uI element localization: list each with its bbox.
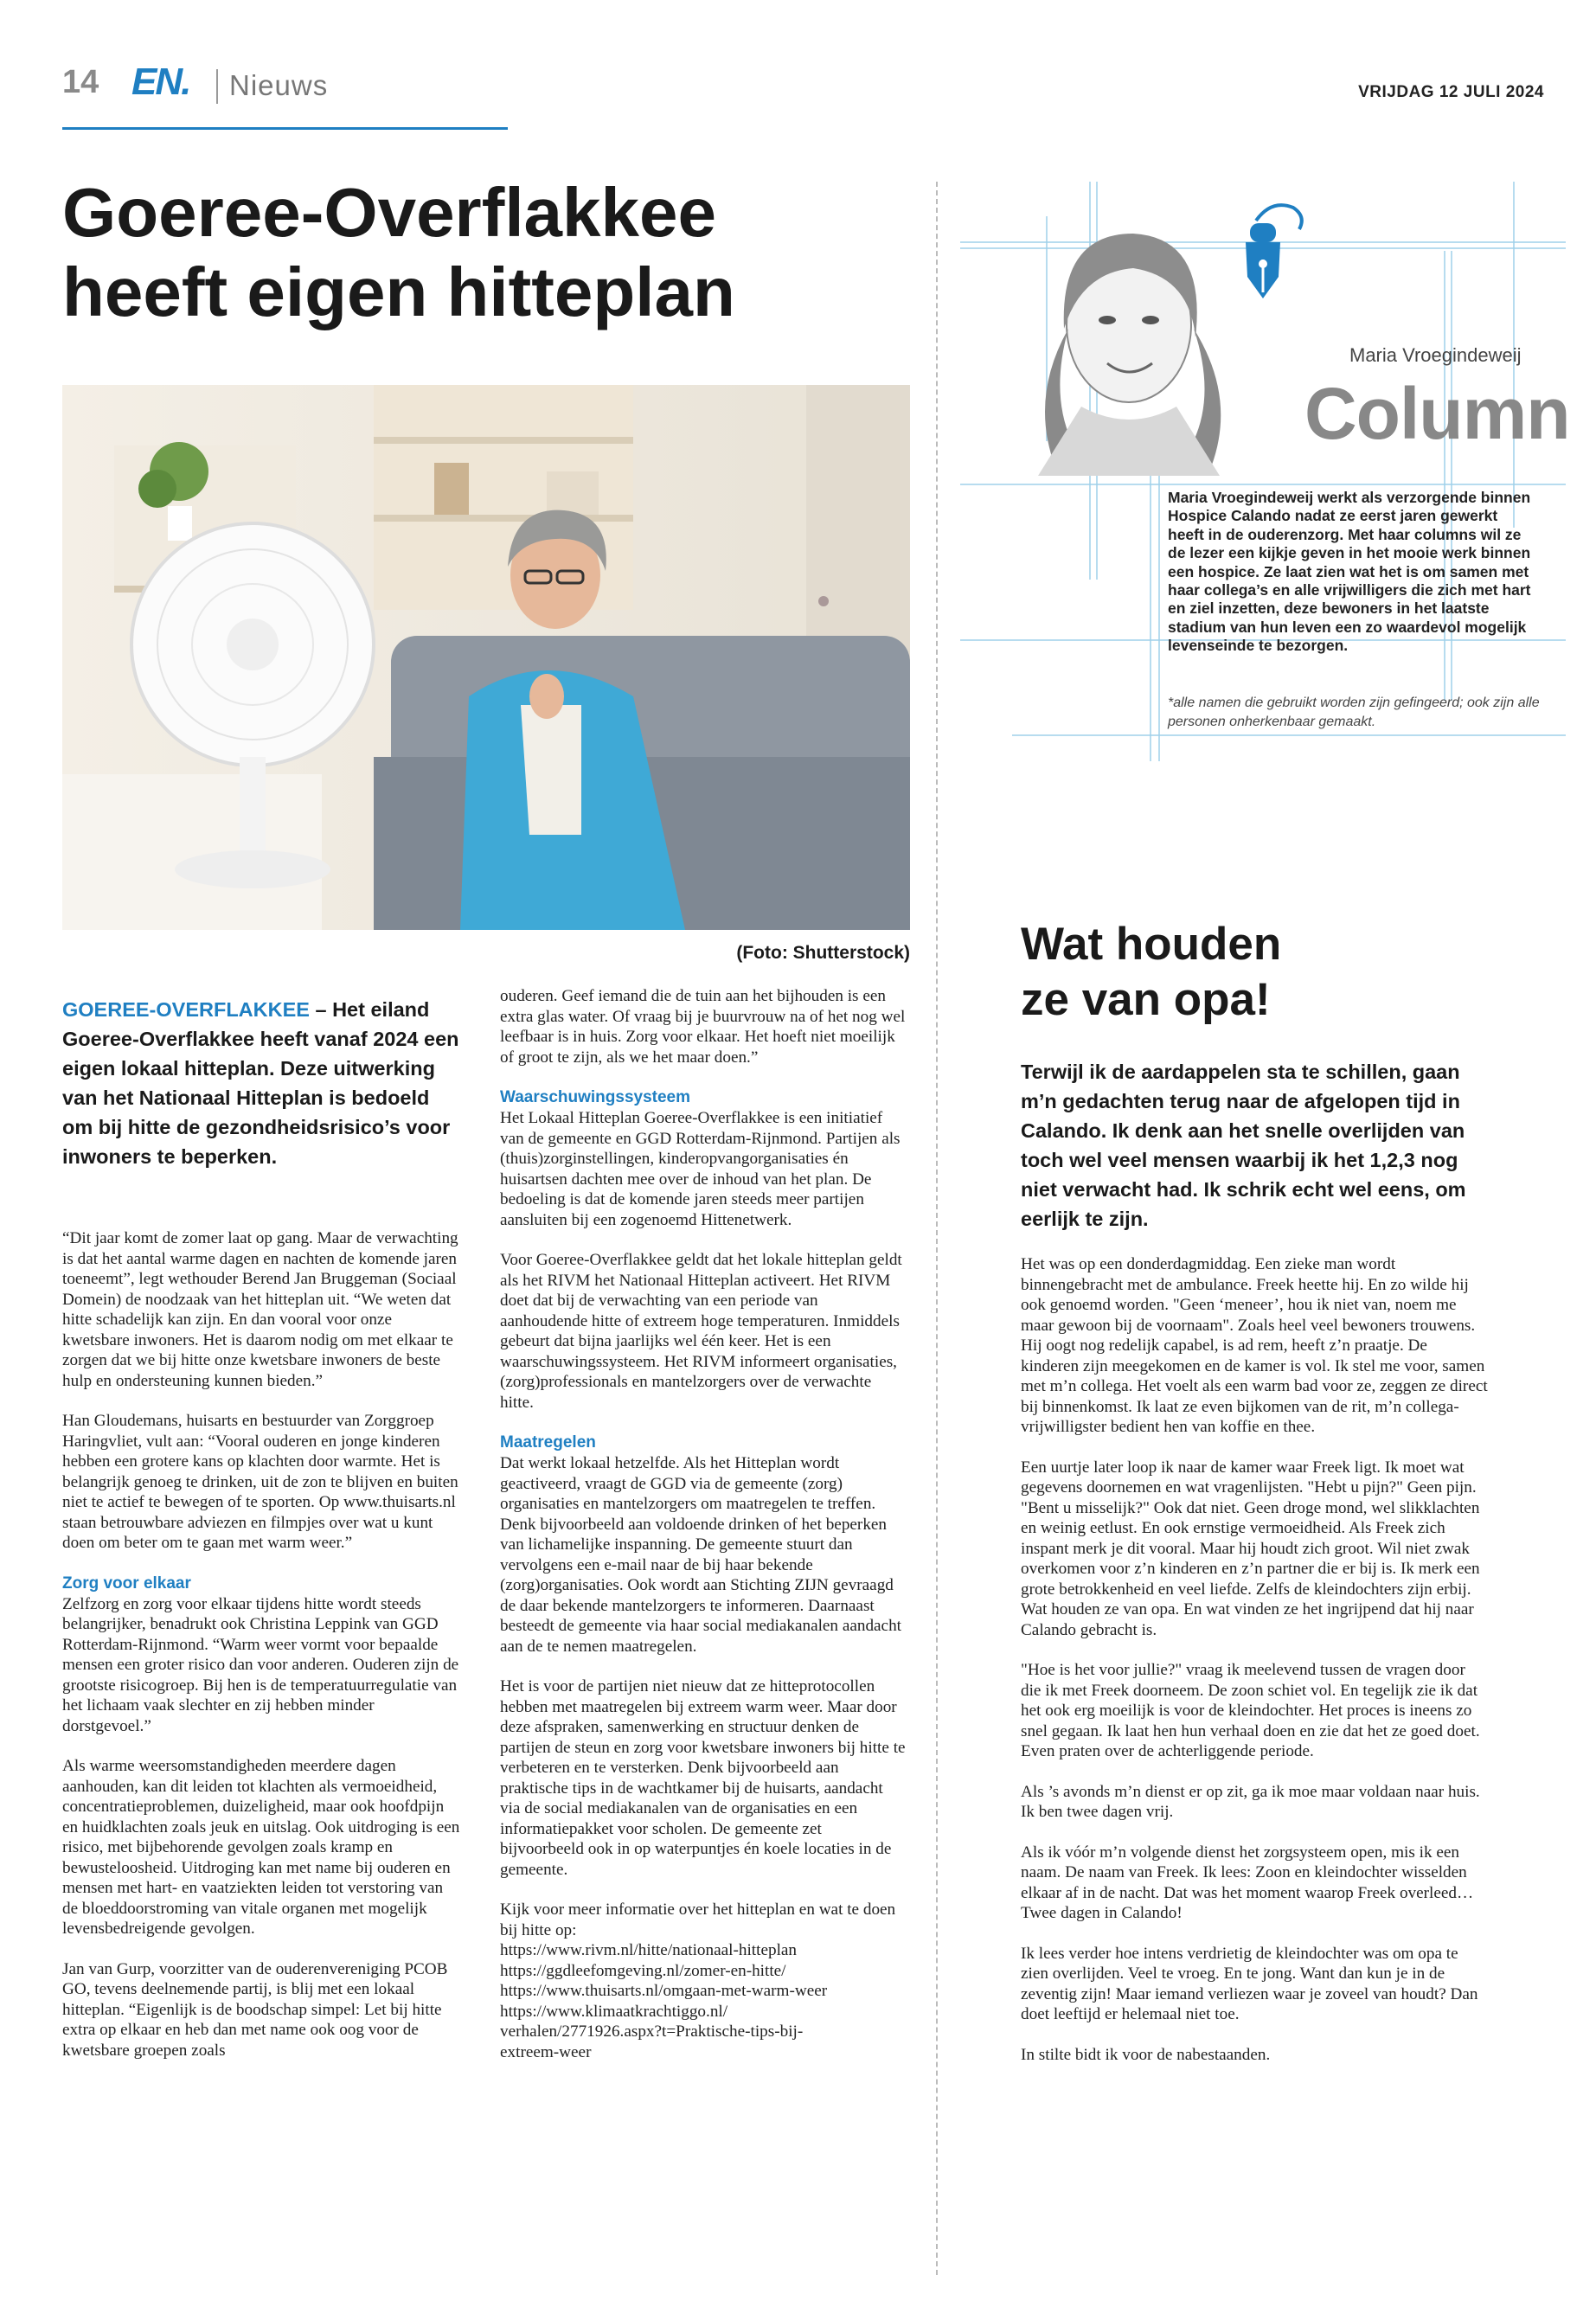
paragraph: “Dit jaar komt de zomer laat op gang. Maar de verwachting is dat het aantal warme dagen en nachten de komende jaren toeneemt”, legt wethouder Berend Jan Bruggeman (Sociaal Domein) de noodzaak van het hitteplan uit. “We weten dat hitte schadelijk kan zijn. En dan vooral voor onze kwetsbare inwoners. Het is daarom nodig om met elkaar te zorgen dat we bij hitte onze kwetsbare inwoners de beste hulp en ondersteuning kunnen bieden.” (62, 1229, 458, 1390)
newspaper-logo: EN. (131, 61, 190, 103)
paragraph: Voor Goeree-Overflakkee geldt dat het lokale hitteplan geldt als het RIVM het Nationaal Hitteplan activeert. Het RIVM doet dat bij de verwachting van een periode van aanhoudende hitte of extreem hoge temperaturen. Inmiddels gebeurt dat bijna jaarlijks wel één keer. Het is een waarschuwingssysteem. Het RIVM informeert organisaties, (zorg)professionals en mantelzorgers over de verwachte hitte. (500, 1251, 902, 1412)
dateline-place: GOEREE-OVERFLAKKEE (62, 998, 310, 1021)
subheading-waarschuwing: Waarschuwingssysteem (500, 1088, 690, 1106)
header-separator (216, 69, 218, 104)
subheading-maatregelen: Maatregelen (500, 1433, 596, 1452)
headline-line-2: heeft eigen hitteplan (62, 253, 735, 330)
page-number: 14 (62, 64, 99, 100)
paragraph: Als ik vóór m’n volgende dienst het zorgsysteem open, mis ik een naam. De naam van Freek. Ik lees: Zoon en kleindochter wisselden elkaar af in de nacht. Dat was het moment waarop Freek overleed…Twee dagen in Calando! (1021, 1843, 1474, 1922)
paragraph: Als warme weersomstandigheden meerdere dagen aanhouden, kan dit leiden tot klachten als vermoeidheid, concentratieproblemen, duizeligheid, maar ook hoofdpijn en huidklachten zoals jeuk en uitslag. Ook uitdroging is een risico, met bijbehorende gevolgen zoals kramp en bewusteloosheid. Uitdroging kan met name bij ouderen en mensen met hart- en vaatziekten leiden tot verstoring van de bloeddoorstroming van vitale organen met mogelijk levensbedreigende gevolgen. (62, 1757, 460, 1938)
photo-illustration (62, 385, 910, 930)
paragraph: Zelfzorg en zorg voor elkaar tijdens hitte wordt steeds belangrijker, benadrukt ook Christina Leppink van GGD Rotterdam-Rijnmond. “Warm weer vormt voor bepaalde mensen een groter risico dan voor anderen. Ouderen zijn de grootste risicogroep. Bij hen is de temperatuurregulatie van het lichaam vaak slechter en zij hebben minder dorstgevoel.” (62, 1594, 459, 1735)
lead-text: – Het eiland Goeree-Overflakkee heeft vanaf 2024 een eigen lokaal hitteplan. Deze uitwerking van het Nationaal Hitteplan is bedoeld om bij hitte de gezondheidsrisico’s voor inwoners te beperken. (62, 998, 459, 1168)
article-lead (62, 995, 460, 1171)
link[interactable]: https://www.thuisarts.nl/omgaan-met-warm-weer (500, 1982, 828, 2000)
column-disclaimer: *alle namen die gebruikt worden zijn gefingeerd; ook zijn alle personen onherkenbaar gemaakt. (1168, 695, 1540, 729)
link[interactable]: https://ggdleefomgeving.nl/zomer-en-hitte/ (500, 1961, 786, 1980)
paragraph: In stilte bidt ik voor de nabestaanden. (1021, 2045, 1271, 2064)
header-rule (62, 127, 508, 130)
article-headline (62, 173, 910, 332)
subheading-zorg: Zorg voor elkaar (62, 1574, 191, 1593)
column-divider (936, 182, 938, 2275)
paragraph: Het was op een donderdagmiddag. Een zieke man wordt binnengebracht met de ambulance. Freek heette hij. En zo wilde hij ook genoemd worden. "Geen ‘meneer’, hou ik niet van, noem me maar gewoon bij de voornaam". Zoals heel veel bewoners trouwens. Hij oogt nog redelijk capabel, is ad rem, heeft z’n praatje. De kinderen zijn meegekomen en de kamer is vol. Ik stel me voor, samen met m’n collega. Het voelt als een warm bad voor ze, zeggen ze direct bij binnenkomst. Ik laat ze even bijkomen van de rit, m’n collega-vrijwilligster bedient hen van koffie en thee. (1021, 1255, 1488, 1436)
link[interactable]: https://www.rivm.nl/hitte/nationaal-hitteplan (500, 1941, 798, 1959)
paragraph: Het is voor de partijen niet nieuw dat ze hitteprotocollen hebben met maatregelen bij extreem warm weer. Maar door deze afspraken, samenwerking en structuur denken de partijen de steun en zorg voor kwetsbare inwoners bij hitte te verbeteren en te versterken. Denk bijvoorbeeld aan praktische tips in de wachtkamer bij de huisarts, aandacht via de social mediakanalen van de organisaties en een informatiepakket voor scholen. De gemeente zet bijvoorbeeld ook in op waterpuntjes én koele locaties in de gemeente. (500, 1677, 906, 1879)
column-author-name: Maria Vroegindeweij (1349, 344, 1522, 366)
links-paragraph (500, 1900, 907, 2062)
paragraph: Ik lees verder hoe intens verdrietig de kleindochter was om opa te zien overlijden. Veel te vroeg. En te jong. Want dan kun je in de zeventig zijn! Maar iemand verliezen waar je zoveel van houdt? Dan doet leeftijd er helemaal niet toe. (1021, 1944, 1478, 2023)
column-headline (1021, 917, 1540, 1028)
link[interactable]: extreem-weer (500, 2042, 592, 2061)
section-name: Nieuws (229, 69, 329, 101)
author-bio: Maria Vroegindeweij werkt als verzorgende binnen Hospice Calando nadat ze eerst jaren gewerkt heeft in de ouderenzorg. Met haar columns wil ze de lezer een kijkje geven in het mooie werk binnen een hospice. Ze laat zien wat het is om samen met haar collega’s en alle vrijwilligers die zich met hart en ziel inzetten, deze bewoners in het laatste stadium van hun leven een zo waardevol mogelijk levenseinde te bezorgen. (1168, 489, 1531, 655)
paragraph: Han Gloudemans, huisarts en bestuurder van Zorggroep Haringvliet, vult aan: “Vooral ouderen en jonge kinderen hebben een grotere kans op klachten door warmte. Het is belangrijk genoeg te drinken, uit de zon te blijven en buiten niet te actief te bewegen of te sporten. Op www.thuisarts.nl staan betrouwbare adviezen en filmpjes over wat u kunt doen om beter om te gaan met warm weer.” (62, 1412, 458, 1552)
column-headline-line-1: Wat houden (1021, 919, 1282, 970)
column-lead: Terwijl ik de aardappelen sta te schillen, gaan m’n gedachten terug naar de afgelopen tijd in Calando. Ik denk aan het snelle overlijden van toch wel veel mensen waarbij ik het 1,2,3 nog niet verwacht had. Ik schrik echt wel eens, om eerlijk te zijn. (1021, 1061, 1466, 1230)
column-body (1021, 1254, 1488, 2085)
photo-caption: (Foto: Shutterstock) (736, 943, 910, 963)
paragraph: Als ’s avonds m’n dienst er op zit, ga ik moe maar voldaan naar huis. Ik ben twee dagen vrij. (1021, 1782, 1480, 1821)
paragraph: Het Lokaal Hitteplan Goeree-Overflakkee is een initiatief van de gemeente en GGD Rotterdam-Rijnmond. Partijen als (thuis)zorginstellingen, kinderopvangorganisaties én huisartsen dachten mee over de inhoud van het plan. De bedoeling is dat de komende jaren steeds meer partijen aansluiten bij een zogenoemd Hittenetwerk. (500, 1109, 901, 1229)
pen-mouse-icon (1246, 205, 1302, 298)
link[interactable]: https://www.klimaatkrachtiggo.nl/ (500, 2002, 728, 2021)
author-portrait (1038, 234, 1221, 476)
column-graphic (960, 182, 1566, 761)
links-intro: Kijk voor meer informatie over het hitteplan en wat te doen bij hitte op: (500, 1900, 896, 1939)
issue-date: VRIJDAG 12 JULI 2024 (1358, 83, 1544, 101)
paragraph: Dat werkt lokaal hetzelfde. Als het Hitteplan wordt geactiveerd, vraagt de GGD via de gemeente (zorg) organisaties en mantelzorgers om maatregelen te treffen. Denk bijvoorbeeld aan voldoende drinken of het beperken van lichamelijke inspanning. De gemeente stuurt dan vervolgens een e-mail naar de bij haar bekende (zorg)organisaties. Ook wordt aan Stichting ZIJN gevraagd de daar bekende mantelzorgers te informeren. Daarnaast besteedt de gemeente via haar social mediakanalen aandacht aan de te nemen maatregelen. (500, 1454, 901, 1656)
headline-line-1: Goeree-Overflakkee (62, 174, 717, 251)
column-title: Column (1304, 373, 1570, 454)
paragraph: Jan van Gurp, voorzitter van de ouderenvereniging PCOB GO, tevens deelnemende partij, is blij met een lokaal hitteplan. “Eigenlijk is de boodschap simpel: Let bij hitte extra op elkaar en heb dan met name ook oog voor de kwetsbare groepen zoals (62, 1959, 448, 2060)
column-header-art (960, 182, 1566, 761)
article-column-1 (62, 1228, 460, 2080)
article-column-2 (500, 986, 907, 2062)
paragraph: "Hoe is het voor jullie?" vraag ik meelevend tussen de vragen door die ik met Freek doorneem. De zoon schiet vol. En tegelijk zie ik dat het ook erg moeilijk is voor de kleindochter. Het proces is ineens zo snel gegaan. Ik laat hen hun verhaal doen en zie dat het ze goed doet. Even praten over de achterliggende periode. (1021, 1661, 1480, 1760)
paragraph: ouderen. Geef iemand die de tuin aan het bijhouden is een extra glas water. Of vraag bij je buurvrouw na of het nog wel leefbaar is in huis. Zorg voor elkaar. Het hoeft niet moeilijk of groot te zijn, als we het maar doen.” (500, 987, 906, 1067)
column-headline-line-2: ze van opa! (1021, 974, 1271, 1025)
paragraph: Een uurtje later loop ik naar de kamer waar Freek ligt. Ik moet wat gegevens doornemen en wat vragenlijsten. "Hebt u pijn?" Geen pijn. "Bent u misselijk?" Ook dat niet. Geen droge mond, wel slikklachten en weinig eetlust. En ook ernstige vermoeidheid. Als Freek zich inspant merk je dit vooral. Maar hij houdt zich groot. Wil niet zwak overkomen voor z’n kinderen en z’n partner die er bij is. Ik merk een grote betrokkenheid en veel liefde. Zelfs de kleindochters zijn erbij. Wat houden ze van opa. En wat vinden ze het ingrijpend dat hij naar Calando gebracht is. (1021, 1458, 1480, 1639)
link[interactable]: verhalen/2771926.aspx?t=Praktische-tips-bij- (500, 2022, 804, 2041)
article-photo (62, 385, 910, 930)
